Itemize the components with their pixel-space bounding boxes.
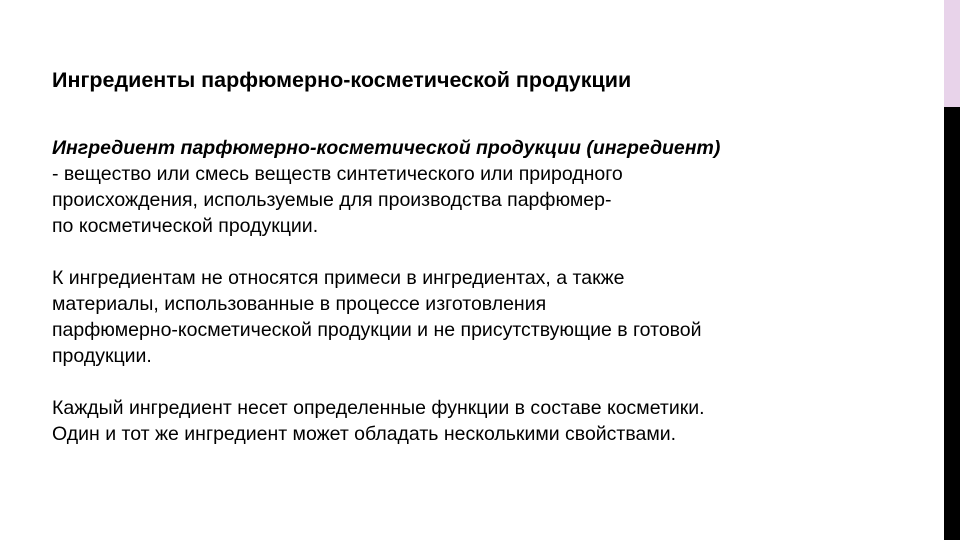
definition-term: Ингредиент парфюмерно-косметической продукции (ингредиент) [52,137,721,159]
exclusion-paragraph [52,265,932,369]
definition-line: происхождения, используемые для производства парфюмер- [52,189,612,211]
definition-paragraph [52,135,932,239]
slide-body [52,135,932,447]
definition-line: по косметической продукции. [52,215,319,237]
definition-line: - вещество или смесь веществ синтетического или природного [52,163,623,185]
accent-bar [944,0,960,540]
accent-bar-top [944,0,960,107]
slide-title: Ингредиенты парфюмерно-косметической продукции [52,68,632,92]
exclusion-line: продукции. [52,345,152,367]
function-line: Каждый ингредиент несет определенные функции в составе косметики. [52,397,705,419]
exclusion-line: К ингредиентам не относятся примеси в ингредиентах, а также [52,267,625,289]
function-line: Один и тот же ингредиент может обладать несколькими свойствами. [52,423,677,445]
exclusion-line: парфюмерно-косметической продукции и не присутствующие в готовой [52,319,702,341]
function-paragraph [52,395,932,447]
exclusion-line: материалы, использованные в процессе изготовления [52,293,547,315]
